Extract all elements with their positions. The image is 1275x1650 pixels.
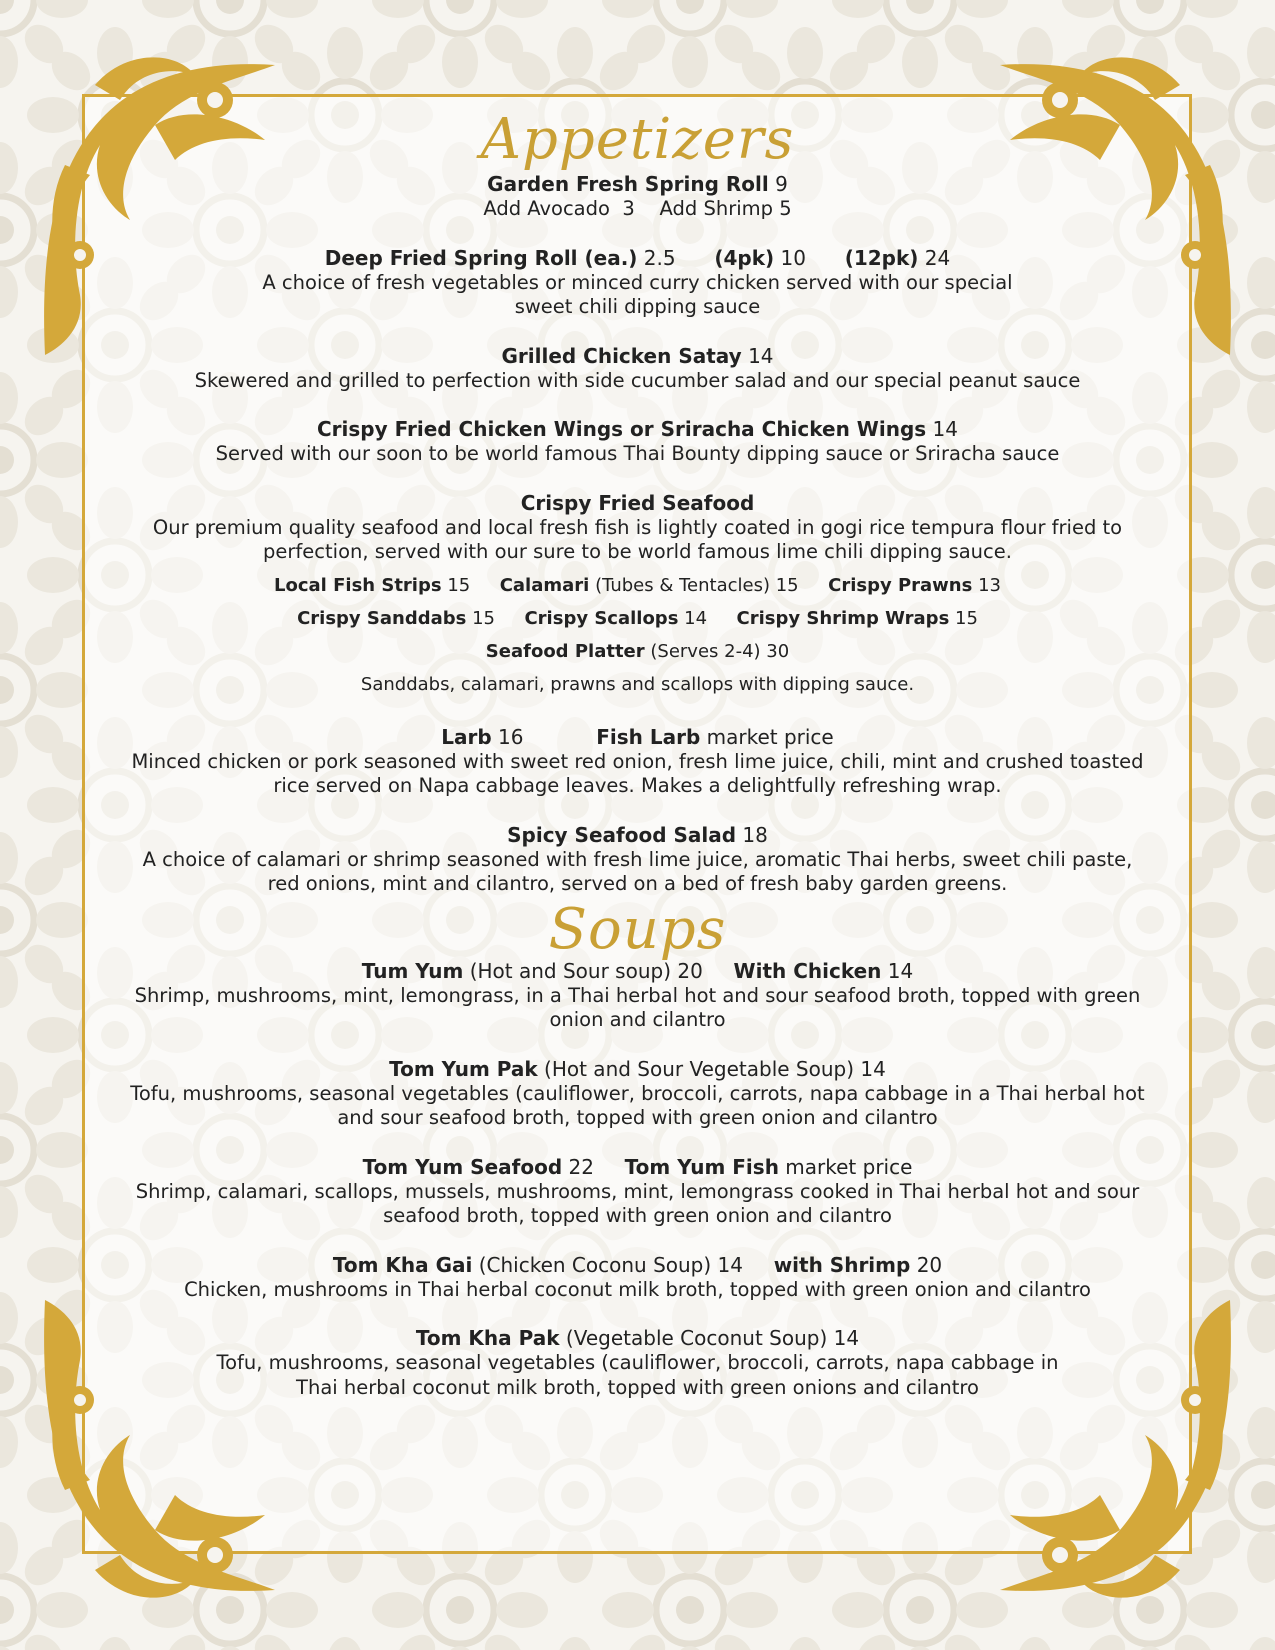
option-label: Crispy Shrimp Wraps: [736, 607, 950, 629]
option-price: 15: [447, 574, 471, 596]
menu-item-tom-yum-seafood: [130, 1155, 1145, 1229]
item-name: Garden Fresh Spring Roll: [487, 172, 769, 196]
item-price: 14: [748, 343, 774, 368]
menu-item-grilled-chicken-satay: [130, 344, 1145, 394]
item-price: 2.5: [643, 245, 676, 270]
section-heading-soups: Soups: [548, 896, 727, 962]
menu-item-tom-kha-gai: [130, 1253, 1145, 1303]
option-label: Calamari: [499, 574, 590, 596]
item-name: Tom Kha Gai: [332, 1252, 473, 1277]
option-price: 15: [775, 574, 799, 596]
item-note: (Hot and Sour Vegetable Soup): [544, 1056, 855, 1081]
option-label-4pk: (4pk): [714, 245, 775, 270]
item-alt-name: With Chicken: [733, 958, 882, 983]
option-label: Local Fish Strips: [274, 574, 442, 596]
item-description: Served with our soon to be world famous Thai Bounty dipping sauce or Sriracha sauce: [215, 442, 1060, 465]
item-description: Tofu, mushrooms, seasonal vegetables (cauliflower, broccoli, carrots, napa cabbage in a Thai herbal hot and sour seafood broth, topped with green onion and cilantro: [130, 1081, 1145, 1129]
menu-item-tum-yum: [130, 959, 1145, 1033]
item-note: (Chicken Coconu Soup): [478, 1252, 712, 1277]
item-description: Shrimp, mushrooms, mint, lemongrass, in a Thai herbal hot and sour seafood broth, topped with green onion and cilantro: [134, 983, 1141, 1031]
item-name: Crispy Fried Chicken Wings or Sriracha Chicken Wings: [316, 417, 927, 441]
menu-item-spicy-seafood-salad: [130, 823, 1145, 897]
option-note: (Tubes & Tentacles): [595, 574, 770, 596]
section-heading-appetizers: Appetizers: [480, 107, 795, 172]
menu-item-tom-yum-pak: [130, 1057, 1145, 1131]
item-description: Minced chicken or pork seasoned with sweet red onion, fresh lime juice, chili, mint and crushed toasted rice served on Napa cabbage leaves. Makes a delightfully refreshing wrap.: [131, 749, 1144, 797]
menu-item-garden-fresh-spring-roll: [130, 172, 1145, 222]
item-alt-name: with Shrimp: [773, 1252, 911, 1277]
item-description: Shrimp, calamari, scallops, mussels, mushrooms, mint, lemongrass cooked in Thai herbal hot and sour seafood broth, topped with green onion and cilantro: [135, 1179, 1140, 1227]
menu-item-larb: [130, 725, 1145, 799]
item-alt-price: 14: [887, 958, 914, 983]
item-name: Grilled Chicken Satay: [501, 343, 742, 368]
item-price: 9: [775, 172, 788, 196]
option-price: 30: [766, 640, 790, 662]
item-description: A choice of fresh vegetables or minced curry chicken served with our special sweet chili dipping sauce: [262, 270, 1013, 318]
item-price: 20: [677, 958, 703, 983]
item-alt-price: 20: [916, 1252, 943, 1277]
item-alt-name: Tom Yum Fish: [624, 1154, 779, 1179]
item-description: A choice of calamari or shrimp seasoned with fresh lime juice, aromatic Thai herbs, sweet chili paste, red onions, mint and cilantro, served on a bed of fresh baby garden greens.: [142, 847, 1133, 895]
item-price: 16: [498, 724, 524, 749]
option-price: 15: [955, 607, 978, 629]
item-price: 14: [860, 1056, 886, 1081]
seafood-options-row-2: [130, 602, 1145, 635]
item-price: 14: [932, 417, 958, 441]
menu-content: [130, 100, 1145, 1424]
item-name: Crispy Fried Seafood: [520, 490, 755, 515]
menu-item-deep-fried-spring-roll: [130, 246, 1145, 320]
item-alt-name: Fish Larb: [596, 724, 701, 749]
item-name: Tom Kha Pak: [415, 1326, 560, 1350]
option-price: 13: [978, 574, 1001, 596]
menu-item-chicken-wings: [130, 417, 1145, 467]
option-price-4pk: 10: [780, 245, 806, 270]
item-alt-price: market price: [785, 1154, 913, 1179]
item-name: Tom Yum Pak: [389, 1056, 538, 1081]
item-addons: Add Avocado 3 Add Shrimp 5: [483, 197, 792, 220]
item-price: 14: [717, 1252, 743, 1277]
option-note: (Serves 2-4): [650, 640, 761, 662]
option-label: Crispy Prawns: [828, 574, 973, 596]
option-label-12pk: (12pk): [844, 245, 919, 270]
item-name: Deep Fried Spring Roll (ea.): [324, 245, 638, 270]
platter-description: Sanddabs, calamari, prawns and scallops with dipping sauce.: [360, 673, 915, 695]
seafood-options-row-1: [130, 569, 1145, 602]
item-name: Tom Yum Seafood: [362, 1154, 563, 1179]
menu-item-tom-kha-pak: [130, 1326, 1145, 1400]
option-price: 15: [472, 607, 495, 629]
item-price: 22: [568, 1154, 594, 1179]
item-description: Chicken, mushrooms in Thai herbal coconut milk broth, topped with green onion and cilantro: [184, 1277, 1091, 1301]
item-description: Our premium quality seafood and local fresh fish is lightly coated in gogi rice tempura flour fried to perfection, served with our sure to be world famous lime chili dipping sauce.: [152, 515, 1123, 563]
seafood-options-row-3: [130, 635, 1145, 668]
item-name: Tum Yum: [361, 958, 464, 983]
option-label: Seafood Platter: [485, 640, 645, 662]
item-note: (Vegetable Coconut Soup): [565, 1326, 828, 1350]
item-price: 18: [742, 822, 768, 847]
item-description: Skewered and grilled to perfection with side cucumber salad and our special peanut sauce: [194, 368, 1081, 392]
option-price-12pk: 24: [924, 245, 951, 270]
item-alt-price: market price: [706, 724, 834, 749]
item-name: Larb: [441, 724, 492, 749]
option-price: 14: [684, 607, 708, 629]
option-label: Crispy Scallops: [524, 607, 679, 629]
item-price: 14: [833, 1326, 860, 1350]
item-description: Tofu, mushrooms, seasonal vegetables (cauliflower, broccoli, carrots, napa cabbage in Thai herbal coconut milk broth, topped with green onions and cilantro: [216, 1351, 1059, 1399]
item-note: (Hot and Sour soup): [469, 958, 671, 983]
item-name: Spicy Seafood Salad: [507, 822, 737, 847]
option-label: Crispy Sanddabs: [297, 607, 467, 629]
menu-item-crispy-fried-seafood: [130, 491, 1145, 701]
